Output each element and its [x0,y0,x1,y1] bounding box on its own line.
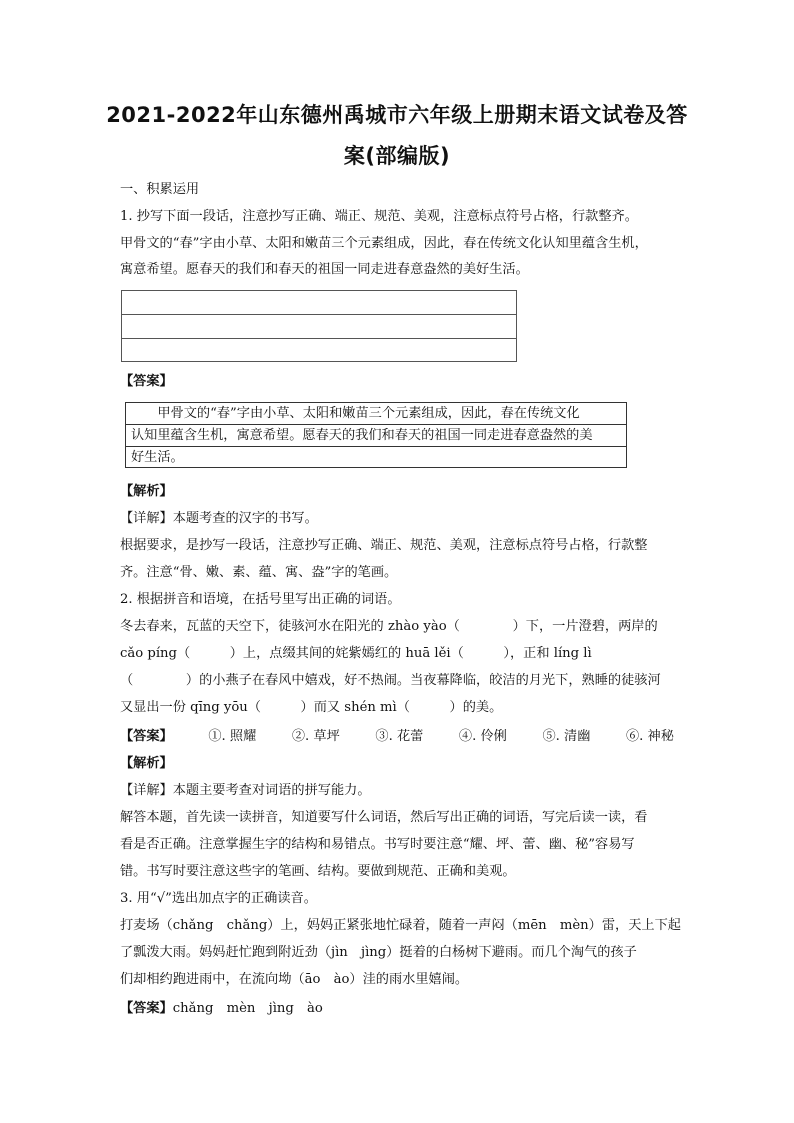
q2-explain-line: 错。书写时要注意这些字的笔画、结构。要做到规范、正确和美观。 [120,864,516,879]
q2-text-line: cǎo píng（ ）上，点缀其间的姹紫嫣红的 huā lěi（ ），正和 líng lì [120,646,592,661]
q3-prompt: 3. 用“√”选出加点字的正确读音。 [120,891,317,906]
q1-text-line: 甲骨文的“春”字由小草、太阳和嫩苗三个元素组成，因此，春在传统文化认知里蕴含生机， [120,236,648,251]
q1-answer-grid [125,402,627,468]
document-title-line1: 2021-2022年山东德州禹城市六年级上册期末语文试卷及答 [106,103,688,127]
q2-prompt: 2. 根据拼音和语境，在括号里写出正确的词语。 [120,592,401,607]
q3-answer [120,999,323,1019]
q3-answer-text: chǎng mèn jìng ào [172,1001,323,1016]
q2-answer-item: ④. 伶俐 [458,729,507,744]
writing-row[interactable] [122,291,516,315]
q2-answer-item: ③. 花蕾 [375,729,424,744]
writing-row[interactable] [122,315,516,339]
answer-grid-row: 好生活。 [131,450,184,465]
q2-text-line: 冬去春来，瓦蓝的天空下，徒骇河水在阳光的 zhào yào（ ）下，一片澄碧，两岸的 [120,619,658,634]
q2-detail: 【详解】本题主要考查对词语的拼写能力。 [120,783,371,798]
answer-grid-row: 认知里蕴含生机，寓意希望。愿春天的我们和春天的祖国一同走进春意盎然的美 [126,425,626,447]
q3-text-line: 了瓢泼大雨。妈妈赶忙跑到附近劲（jìn jìng）挺着的白杨树下避雨。而几个淘气的孩子 [120,945,637,960]
writing-row[interactable] [122,339,516,363]
q3-text-line: 打麦场（chǎng chǎng）上，妈妈正紧张地忙碌着，随着一声闷（mēn mèn）雷，天上下起 [120,918,681,933]
q2-analysis-label: 【解析】 [120,756,173,771]
section-heading: 一、积累运用 [120,182,200,197]
copy-writing-grid[interactable] [121,290,517,362]
q2-answer-item: ①. 照耀 [208,729,257,744]
q2-answer-item: ⑥. 神秘 [625,729,674,744]
q2-answer-label: 【答案】 [120,729,173,744]
answer-grid-row: 甲骨文的“春”字由小草、太阳和嫩苗三个元素组成，因此，春在传统文化 [126,403,626,425]
q3-answer-label: 【答案】 [120,1001,173,1016]
q1-analysis-label: 【解析】 [120,484,173,499]
q2-text-line: （ ）的小燕子在春风中嬉戏，好不热闹。当夜幕降临，皎洁的月光下，熟睡的徒骇河 [120,673,661,688]
q1-prompt: 1. 抄写下面一段话，注意抄写正确、端正、规范、美观，注意标点符号占格，行款整齐。 [120,209,638,224]
q2-explain-line: 解答本题，首先读一读拼音，知道要写什么词语，然后写出正确的词语，写完后读一读，看 [120,810,648,825]
document-title-line2: 案(部编版) [343,144,451,168]
q1-explain-line: 齐。注意“骨、嫩、素、蕴、寓、盎”字的笔画。 [120,565,398,580]
q2-answer-item: ⑤. 清幽 [542,729,591,744]
q1-explain-line: 根据要求，是抄写一段话，注意抄写正确、端正、规范、美观，注意标点符号占格，行款整 [120,538,648,553]
q1-text-line: 寓意希望。愿春天的我们和春天的祖国一同走进春意盎然的美好生活。 [120,262,529,277]
q2-text-line: 又显出一份 qīng yōu（ ）而又 shén mì（ ）的美。 [120,700,503,715]
q1-detail: 【详解】本题考查的汉字的书写。 [120,511,318,526]
q1-answer-label: 【答案】 [120,374,173,389]
q3-text-line: 们却相约跑进雨中，在流向坳（āo ào）洼的雨水里嬉闹。 [120,972,469,987]
q2-answer-row [120,727,674,747]
q2-explain-line: 看是否正确。注意掌握生字的结构和易错点。书写时要注意“耀、坪、蕾、幽、秘”容易写 [120,837,635,852]
q2-answer-item: ②. 草坪 [291,729,340,744]
